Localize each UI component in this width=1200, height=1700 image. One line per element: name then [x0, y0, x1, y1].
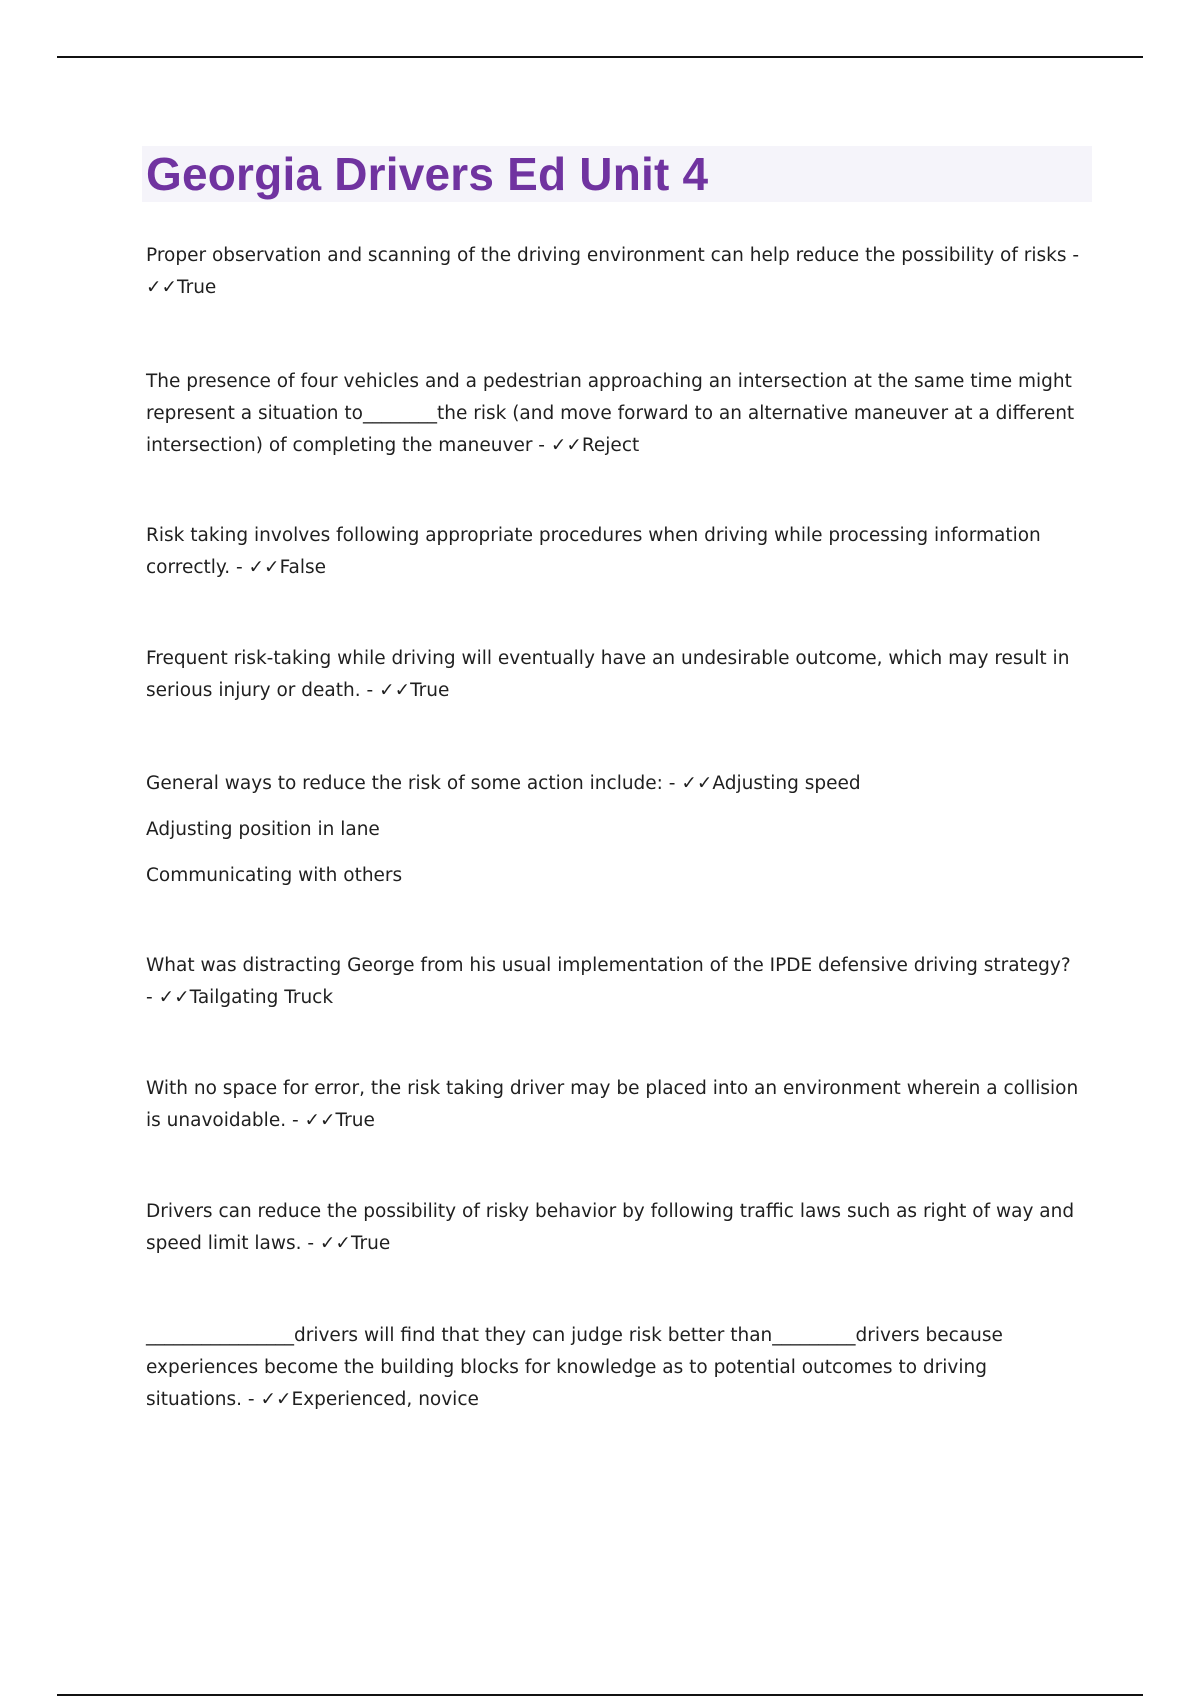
check-icon: ✓✓ — [319, 1233, 351, 1254]
question-text: The presence of four vehicles and a pedestrian approaching an intersection at the same time might represent a situation to________the risk (and move forward to an alternative maneuver at a different intersection) of completing the maneuver - — [146, 371, 1075, 456]
check-icon: ✓✓ — [146, 277, 178, 298]
qa-item — [146, 366, 1081, 462]
check-icon: ✓✓ — [304, 1110, 336, 1131]
qa-item — [146, 1196, 1081, 1260]
question-text: ________________drivers will find that they can judge risk better than_________drivers because experiences become the building blocks for knowledge as to potential outcomes to driving situations. - — [146, 1325, 1003, 1410]
qa-item — [146, 768, 1081, 892]
question-text: Frequent risk-taking while driving will eventually have an undesirable outcome, which may result in serious injury or death. - — [146, 648, 1070, 701]
qa-item — [146, 1073, 1081, 1137]
check-icon: ✓✓ — [681, 773, 713, 794]
answer-text: Tailgating Truck — [189, 987, 334, 1008]
answer-text: True — [335, 1110, 375, 1131]
answer-line: Communicating with others — [146, 865, 403, 886]
question-text: What was distracting George from his usual implementation of the IPDE defensive driving strategy? - — [146, 955, 1071, 1008]
question-text: Drivers can reduce the possibility of risky behavior by following traffic laws such as right of way and speed limit laws. - — [146, 1201, 1075, 1254]
answer-text: True — [177, 277, 217, 298]
document-title: Georgia Drivers Ed Unit 4 — [146, 148, 709, 200]
check-icon: ✓✓ — [550, 435, 582, 456]
qa-item — [146, 240, 1081, 304]
qa-item — [146, 520, 1081, 584]
check-icon: ✓✓ — [158, 987, 190, 1008]
answer-text: True — [410, 680, 450, 701]
question-text: Risk taking involves following appropriate procedures when driving while processing information correctly. - — [146, 525, 1041, 578]
question-text: With no space for error, the risk taking driver may be placed into an environment wherein a collision is unavoidable. - — [146, 1078, 1079, 1131]
question-text: Proper observation and scanning of the driving environment can help reduce the possibility of risks - — [146, 245, 1080, 266]
qa-item — [146, 1320, 1081, 1416]
qa-item — [146, 950, 1081, 1014]
qa-item — [146, 643, 1081, 707]
answer-text: Reject — [581, 435, 640, 456]
bottom-rule — [57, 1694, 1143, 1696]
answer-text: False — [279, 557, 327, 578]
answer-line: Adjusting position in lane — [146, 819, 380, 840]
top-rule — [57, 56, 1143, 58]
check-icon: ✓✓ — [379, 680, 411, 701]
answer-text: True — [350, 1233, 391, 1254]
answer-text: Experienced, novice — [291, 1389, 479, 1410]
question-text: General ways to reduce the risk of some action include: - — [146, 773, 682, 794]
check-icon: ✓✓ — [260, 1389, 292, 1410]
check-icon: ✓✓ — [248, 557, 280, 578]
answer-text: Adjusting speed — [712, 773, 861, 794]
